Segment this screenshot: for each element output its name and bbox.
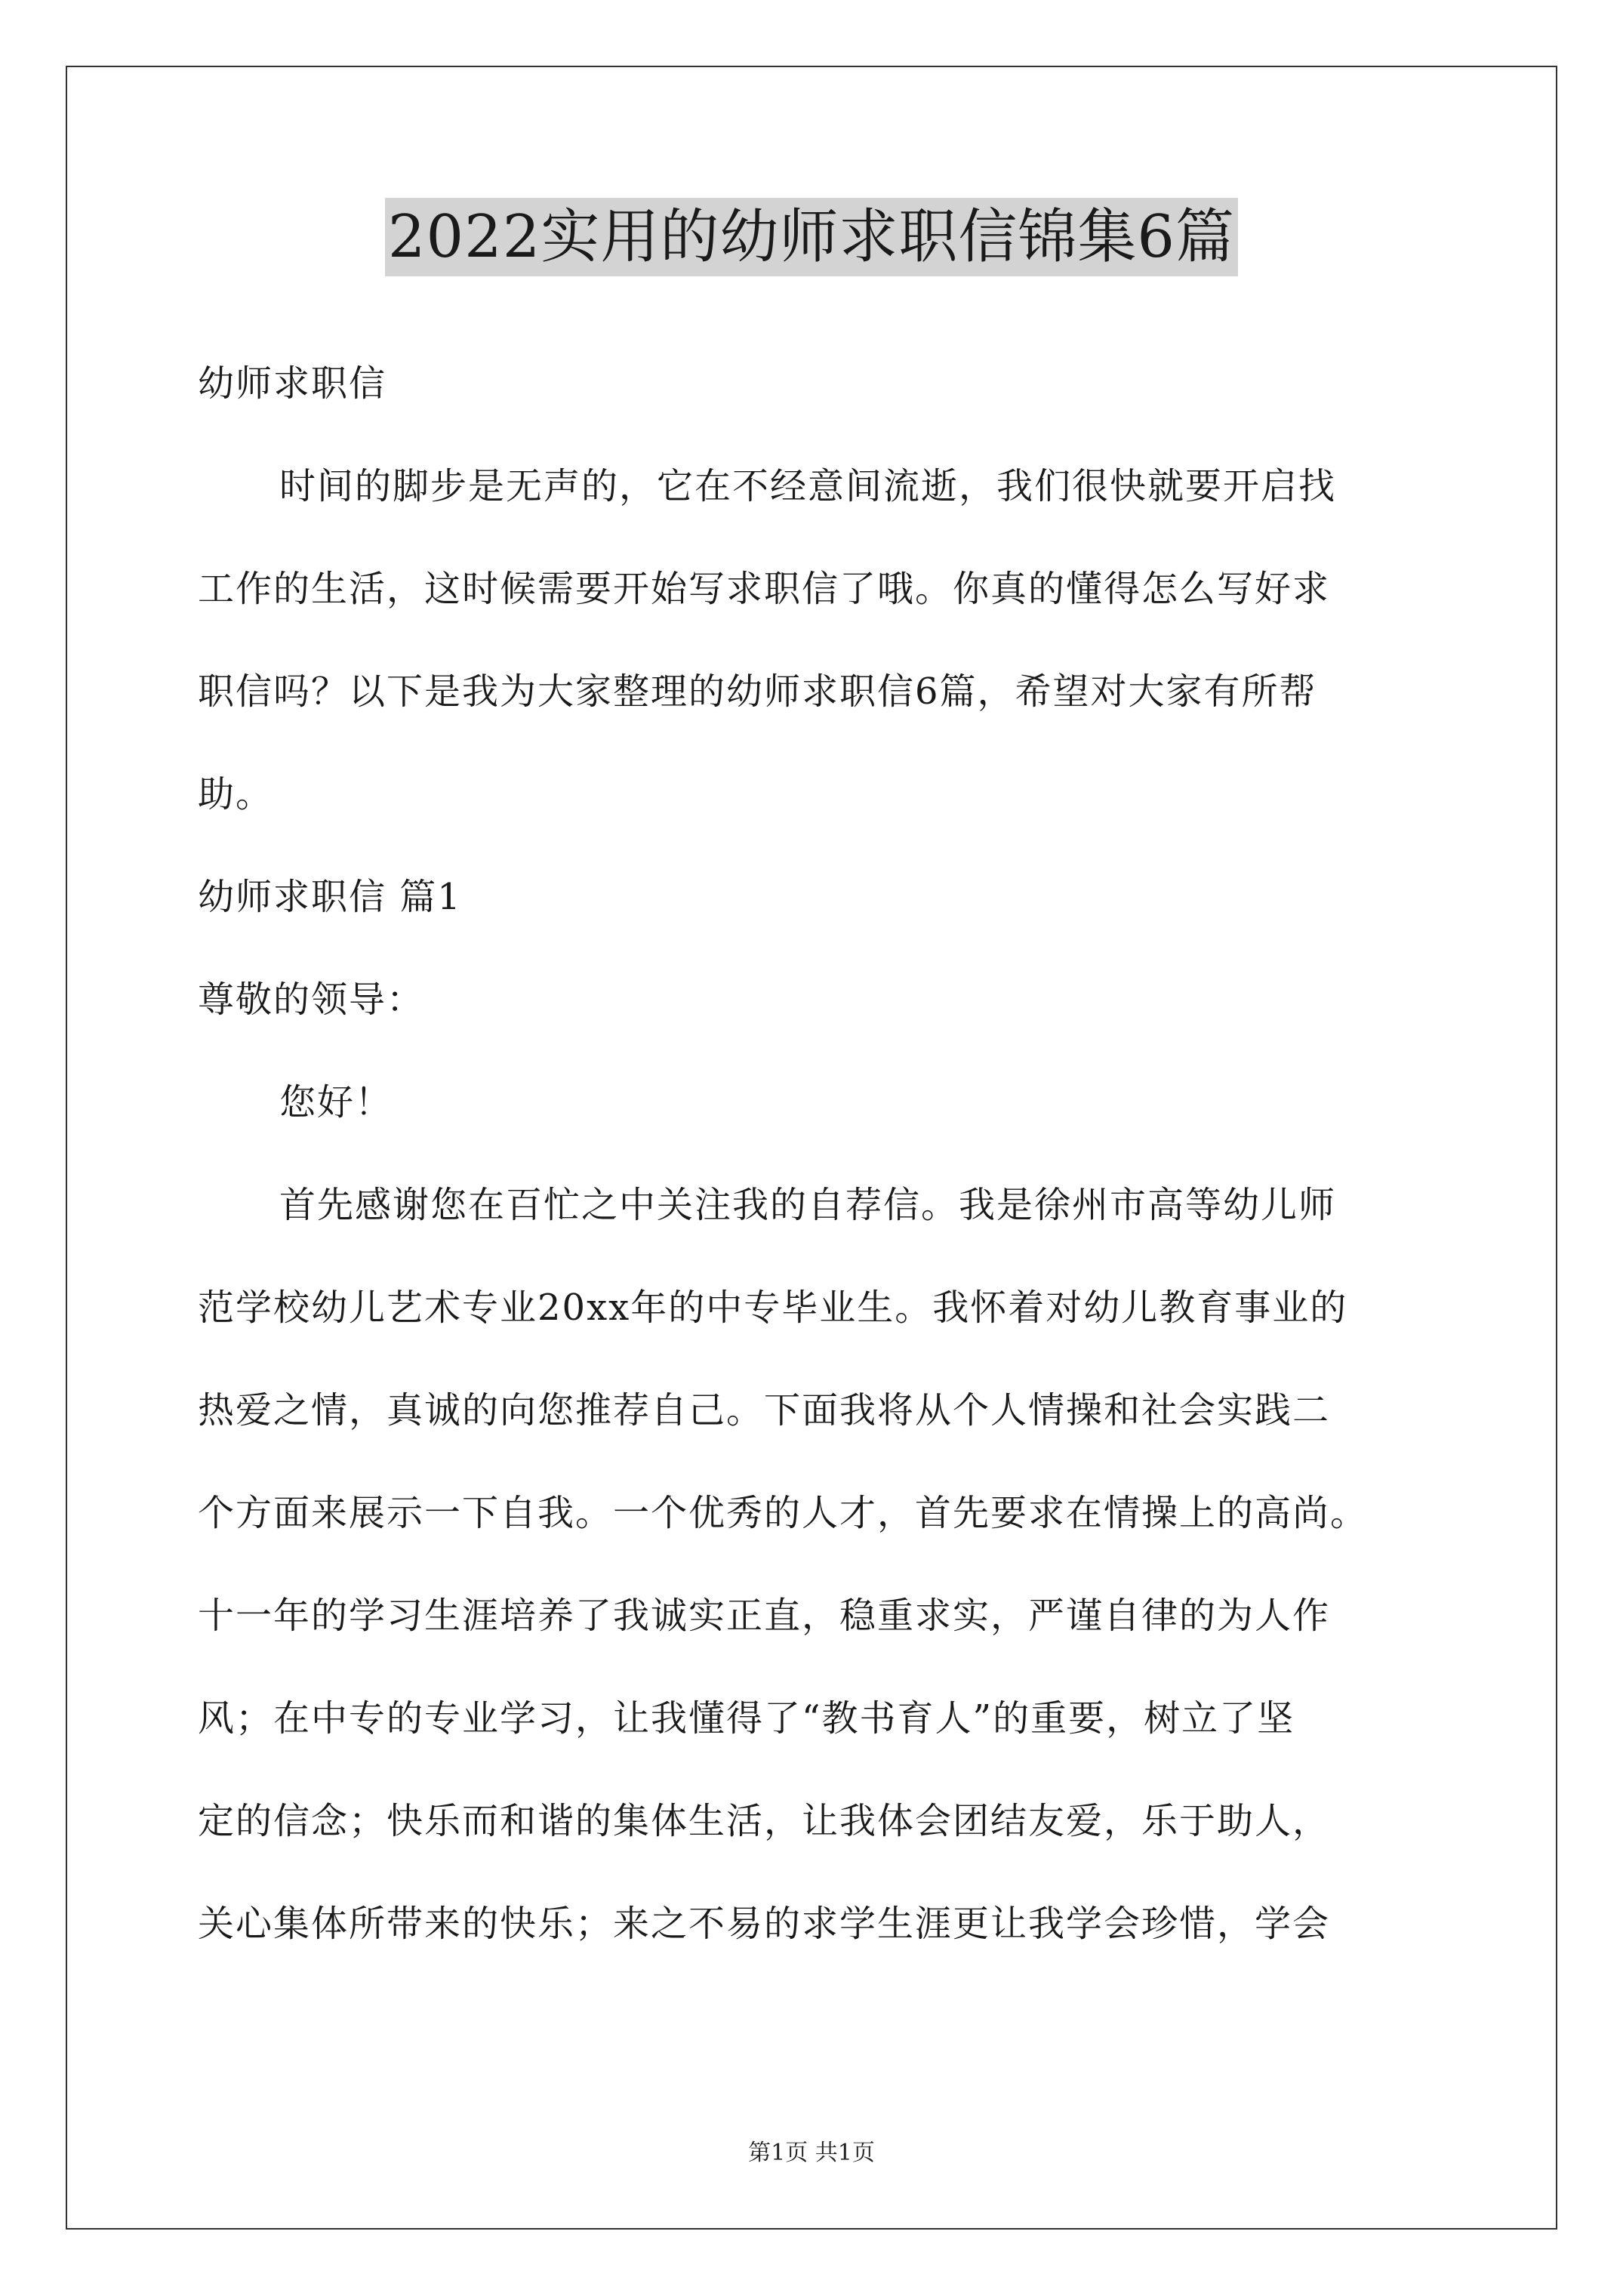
text-line: 时间的脚步是无声的，它在不经意间流逝，我们很快就要开启找 — [279, 465, 1337, 507]
text-line: 范学校幼儿艺术专业20xx年的中专毕业生。我怀着对幼儿教育事业的 — [198, 1287, 1348, 1329]
text-line: 助。 — [198, 773, 274, 815]
text-line: 幼师求职信 — [198, 362, 387, 405]
document-body — [198, 332, 1436, 1975]
text-line: 首先感谢您在百忙之中关注我的自荐信。我是徐州市高等幼儿师 — [279, 1184, 1337, 1226]
text-line: 尊敬的领导： — [198, 978, 425, 1021]
text-line: 个方面来展示一下自我。一个优秀的人才，首先要求在情操上的高尚。 — [198, 1492, 1369, 1534]
document-title: 2022实用的幼师求职信锦集6篇 — [385, 198, 1238, 276]
text-line: 定的信念；快乐而和谐的集体生活，让我体会团结友爱，乐于助人， — [198, 1800, 1331, 1842]
text-line: 您好！ — [279, 1081, 393, 1123]
text-line: 职信吗？以下是我为大家整理的幼师求职信6篇，希望对大家有所帮 — [198, 670, 1317, 713]
text-line: 十一年的学习生涯培养了我诚实正直，稳重求实，严谨自律的为人作 — [198, 1595, 1331, 1637]
text-line: 风；在中专的专业学习，让我懂得了“教书育人”的重要，树立了坚 — [198, 1697, 1295, 1740]
page-footer: 第1页 共1页 — [748, 2140, 875, 2166]
text-line: 关心集体所带来的快乐；来之不易的求学生涯更让我学会珍惜，学会 — [198, 1903, 1331, 1945]
text-line: 热爱之情，真诚的向您推荐自己。下面我将从个人情操和社会实践二 — [198, 1389, 1331, 1432]
title-container — [0, 198, 1623, 276]
text-line: 幼师求职信 篇1 — [198, 876, 462, 918]
text-line: 工作的生活，这时候需要开始写求职信了哦。你真的懂得怎么写好求 — [198, 568, 1331, 610]
